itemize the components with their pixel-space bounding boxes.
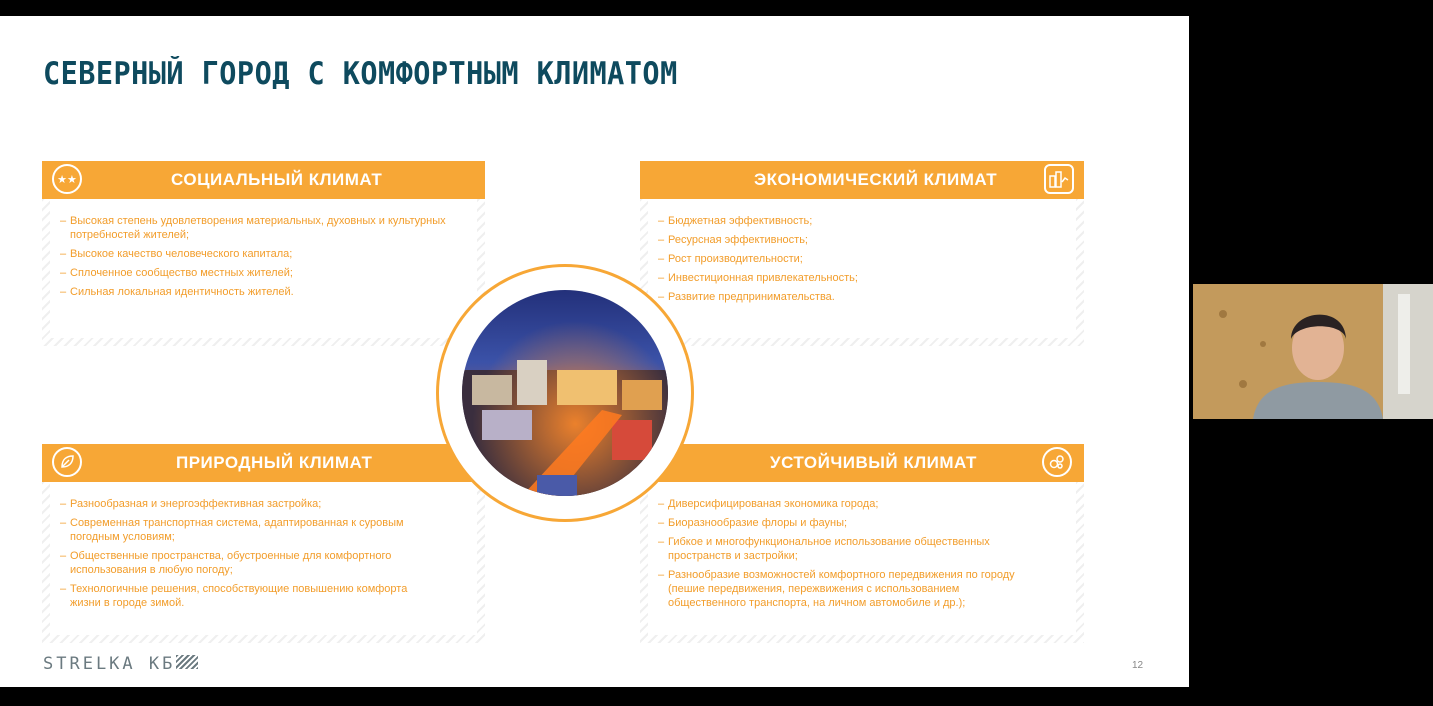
strelka-logo: STRELKA КБ <box>43 654 176 674</box>
list-item: – Высокое качество человеческого капитала; <box>60 247 467 261</box>
card-title: СОЦИАЛЬНЫЙ КЛИМАТ <box>171 170 383 189</box>
card-social-climate <box>42 161 485 346</box>
leaf-icon <box>52 447 82 477</box>
list-item: – Инвестиционная привлекательность; <box>658 271 1066 285</box>
logo-hatch-mark <box>176 655 198 669</box>
list-item: – Рост производительности; <box>658 252 1066 266</box>
stars-icon: ★★ <box>52 164 82 194</box>
card-header <box>42 444 485 482</box>
webcam-video-tile[interactable] <box>1193 284 1433 419</box>
card-natural-climate <box>42 444 485 643</box>
presentation-slide <box>0 16 1189 687</box>
list-item: – Современная транспортная система, адаптированная к суровым погодным условиям; <box>60 516 467 544</box>
list-item: – Сплоченное сообщество местных жителей; <box>60 266 467 280</box>
list-item: – Сильная локальная идентичность жителей. <box>60 285 467 299</box>
card-sustainable-climate <box>640 444 1084 643</box>
card-header <box>640 161 1084 199</box>
card-header <box>42 161 485 199</box>
list-item: – Ресурсная эффективность; <box>658 233 1066 247</box>
card-economic-climate <box>640 161 1084 346</box>
list-item: – Общественные пространства, обустроенные для комфортного использования в любую погоду; <box>60 549 467 577</box>
card-title: УСТОЙЧИВЫЙ КЛИМАТ <box>770 453 977 472</box>
card-title: ПРИРОДНЫЙ КЛИМАТ <box>176 453 373 472</box>
card-title: ЭКОНОМИЧЕСКИЙ КЛИМАТ <box>754 170 998 189</box>
list-item: – Гибкое и многофункциональное использование общественных пространств и застройки; <box>658 535 1066 563</box>
card-body <box>640 482 1084 643</box>
list-item: – Биоразнообразие флоры и фауны; <box>658 516 1066 530</box>
list-item: – Бюджетная эффективность; <box>658 214 1066 228</box>
card-body <box>42 199 485 346</box>
city-chart-icon <box>1044 164 1074 194</box>
slide-title: СЕВЕРНЫЙ ГОРОД С КОМФОРТНЫМ КЛИМАТОМ <box>43 56 678 92</box>
city-night-photo <box>462 290 668 496</box>
list-item: – Диверсифицированая экономика города; <box>658 497 1066 511</box>
list-item: – Развитие предпринимательства. <box>658 290 1066 304</box>
gears-icon <box>1042 447 1072 477</box>
page-number: 12 <box>1132 660 1144 671</box>
card-body <box>42 482 485 643</box>
list-item: – Разнообразие возможностей комфортного передвижения по городу (пешие передвижения, пережвижения с использованием общественного транспорта, на личном автомобиле и др.); <box>658 568 1066 610</box>
card-header <box>640 444 1084 482</box>
list-item: – Технологичные решения, способствующие повышению комфорта жизни в городе зимой. <box>60 582 467 610</box>
list-item: – Высокая степень удовлетворения материальных, духовных и культурных потребностей жителей; <box>60 214 467 242</box>
card-body <box>640 199 1084 346</box>
list-item: – Разнообразная и энергоэффективная застройка; <box>60 497 467 511</box>
